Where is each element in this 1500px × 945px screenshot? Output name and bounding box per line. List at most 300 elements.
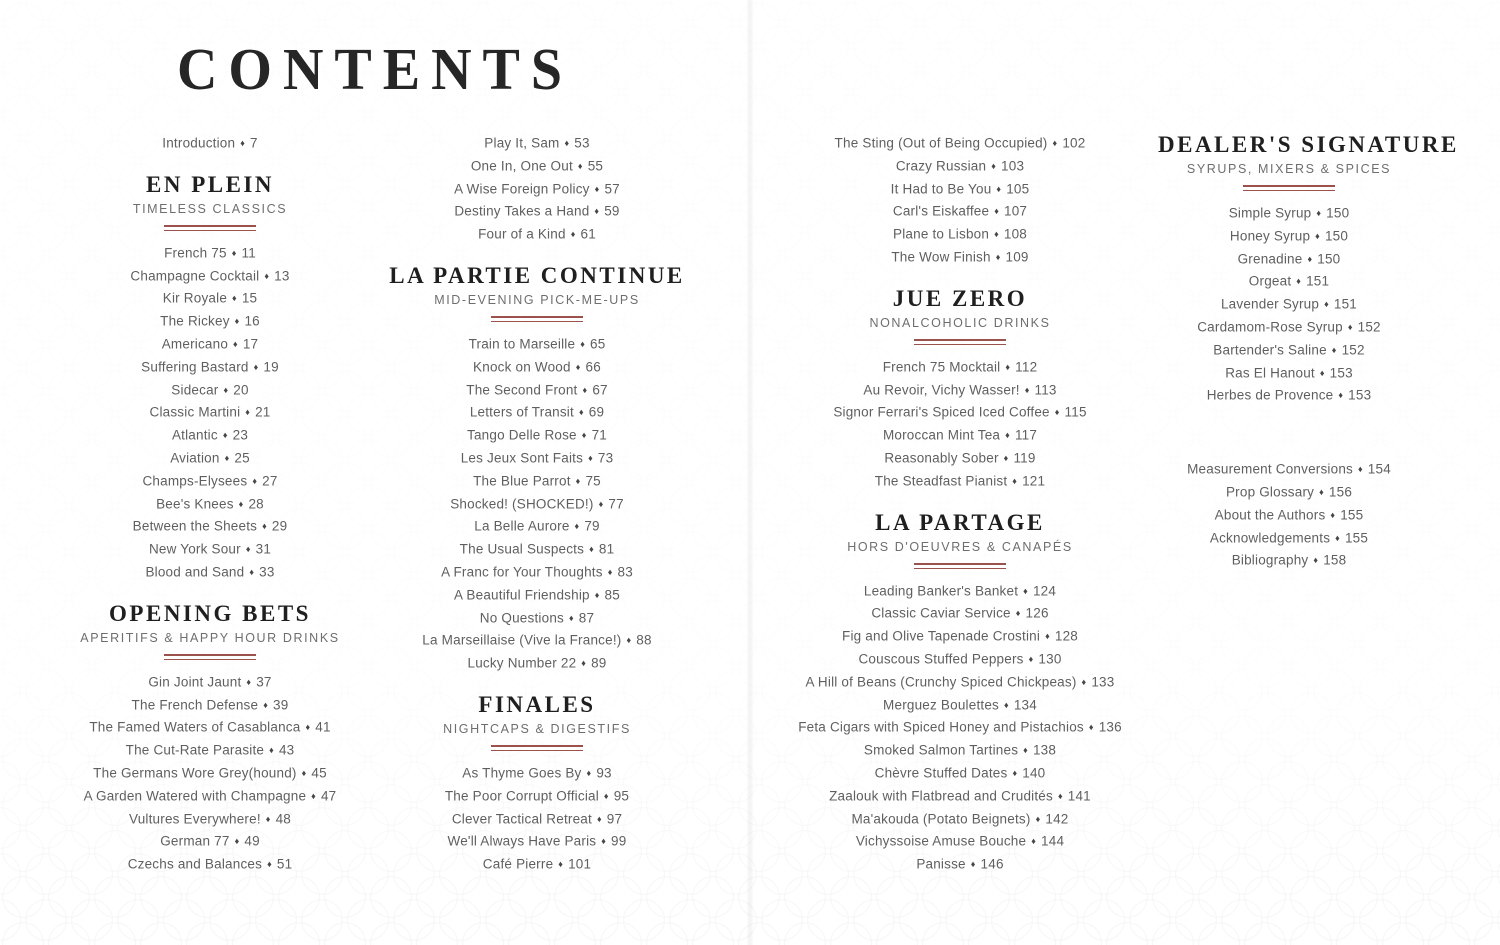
toc-entry: [377, 155, 697, 178]
toc-section: [790, 510, 1130, 876]
section-subheading: APERITIFS & HAPPY HOUR DRINKS: [80, 630, 340, 645]
entry-page-number: 7: [250, 135, 258, 151]
entry-page-number: 138: [1032, 742, 1057, 758]
toc-entry: [377, 853, 697, 876]
diamond-separator-icon: ♦: [594, 206, 600, 217]
toc-section: [790, 286, 1130, 493]
toc-entry: [50, 333, 370, 356]
diamond-separator-icon: ♦: [1330, 509, 1336, 520]
entry-page-number: 126: [1025, 605, 1049, 621]
toc-entry: [377, 538, 697, 561]
diamond-separator-icon: ♦: [575, 361, 581, 372]
diamond-separator-icon: ♦: [233, 338, 238, 349]
entry-name: Measurement Conversions: [1187, 461, 1353, 477]
entry-name: Au Revoir, Vichy Wasser!: [863, 382, 1020, 398]
toc-section: [377, 692, 697, 876]
toc-entry: [790, 178, 1130, 201]
entry-page-number: 57: [604, 181, 620, 197]
toc-entry: [50, 379, 370, 402]
entry-page-number: 117: [1014, 427, 1038, 443]
diamond-separator-icon: ♦: [231, 247, 237, 258]
entry-page-number: 61: [580, 226, 596, 242]
entry-name: La Marseillaise (Vive la France!): [422, 632, 622, 648]
entry-name: Carl's Eiskaffee: [892, 203, 990, 219]
section-divider-rule: [491, 745, 583, 751]
diamond-separator-icon: ♦: [264, 270, 270, 281]
entry-page-number: 85: [604, 587, 620, 603]
entry-page-number: 101: [568, 856, 592, 872]
entry-name: A Franc for Your Thoughts: [441, 564, 603, 580]
toc-entry: [790, 853, 1130, 876]
section-divider-rule: [164, 225, 256, 231]
toc-entry: [790, 694, 1130, 717]
toc-entry: [790, 356, 1130, 379]
toc-section: [1158, 458, 1420, 572]
entry-name: A Beautiful Friendship: [454, 587, 590, 603]
entry-page-number: 113: [1034, 382, 1057, 398]
toc-entry: [50, 132, 370, 155]
toc-entry: [1158, 362, 1420, 385]
diamond-separator-icon: ♦: [1004, 699, 1009, 710]
entry-page-number: 79: [584, 518, 600, 534]
entry-name: The Germans Wore Grey(hound): [93, 765, 297, 781]
diamond-separator-icon: ♦: [626, 635, 632, 646]
diamond-separator-icon: ♦: [245, 407, 251, 418]
diamond-separator-icon: ♦: [995, 251, 1001, 262]
toc-entry: [50, 242, 370, 265]
toc-entry: [790, 200, 1130, 223]
entry-name: Honey Syrup: [1229, 228, 1311, 244]
entry-name: Acknowledgements: [1209, 530, 1331, 546]
entry-name: Vichyssoise Amuse Bouche: [855, 833, 1027, 849]
entry-page-number: 48: [275, 811, 292, 827]
entry-page-number: 49: [244, 833, 260, 849]
entry-page-number: 95: [613, 788, 630, 804]
section-divider-rule: [1243, 185, 1335, 191]
diamond-separator-icon: ♦: [1012, 475, 1018, 486]
entry-page-number: 11: [241, 245, 256, 261]
toc-entry: [377, 178, 697, 201]
diamond-separator-icon: ♦: [580, 338, 585, 349]
toc-section: [790, 132, 1130, 269]
section-divider-rule: [491, 316, 583, 322]
entry-name: Bee's Knees: [156, 496, 234, 512]
diamond-separator-icon: ♦: [575, 475, 581, 486]
entry-name: The Usual Suspects: [459, 541, 585, 557]
entry-page-number: 136: [1098, 719, 1122, 735]
toc-entry: [50, 265, 370, 288]
entry-page-number: 142: [1045, 811, 1069, 827]
diamond-separator-icon: ♦: [1324, 299, 1329, 310]
diamond-separator-icon: ♦: [570, 229, 576, 240]
diamond-separator-icon: ♦: [1015, 608, 1021, 619]
entry-page-number: 156: [1328, 484, 1353, 500]
entry-name: Café Pierre: [482, 856, 554, 872]
entry-name: Ma'akouda (Potato Beignets): [851, 811, 1031, 827]
entry-page-number: 13: [274, 268, 290, 284]
entry-page-number: 130: [1038, 651, 1062, 667]
toc-entry: [1158, 527, 1420, 550]
entry-page-number: 55: [587, 158, 604, 174]
diamond-separator-icon: ♦: [1024, 384, 1030, 395]
entry-page-number: 105: [1006, 181, 1030, 197]
entry-page-number: 128: [1054, 628, 1078, 644]
toc-entry: [50, 470, 370, 493]
diamond-separator-icon: ♦: [1316, 208, 1322, 218]
diamond-separator-icon: ♦: [1081, 676, 1087, 687]
entry-name: A Wise Foreign Policy: [454, 181, 590, 197]
entry-page-number: 115: [1064, 404, 1087, 420]
entry-name: Americano: [161, 336, 229, 352]
entry-name: Merguez Boulettes: [883, 697, 1000, 713]
entry-name: Champs-Elysees: [142, 473, 248, 489]
entry-name: Lavender Syrup: [1220, 296, 1320, 312]
entry-name: Herbes de Provence: [1206, 387, 1334, 403]
entry-name: Letters of Transit: [469, 404, 574, 420]
diamond-separator-icon: ♦: [582, 384, 588, 395]
toc-entry: [50, 739, 370, 762]
entry-name: Signor Ferrari's Spiced Iced Coffee: [833, 404, 1050, 420]
entry-name: New York Sour: [148, 541, 241, 557]
toc-entry: [377, 493, 697, 516]
entry-name: The Blue Parrot: [473, 473, 571, 489]
toc-entry: [377, 333, 697, 356]
entry-name: Bartender's Saline: [1213, 342, 1327, 358]
entry-page-number: 88: [636, 632, 652, 648]
toc-entry: [377, 652, 697, 675]
toc-entry: [50, 762, 370, 785]
toc-entry: [377, 762, 697, 785]
diamond-separator-icon: ♦: [586, 767, 592, 778]
entry-name: Shocked! (SHOCKED!): [450, 496, 594, 512]
toc-entry: [377, 356, 697, 379]
toc-entry: [50, 287, 370, 310]
toc-entry: [790, 246, 1130, 269]
entry-name: Blood and Sand: [145, 564, 245, 580]
entry-name: Feta Cigars with Spiced Honey and Pistachios: [798, 719, 1084, 735]
entry-name: Sidecar: [171, 382, 219, 398]
toc-entry: [790, 762, 1130, 785]
diamond-separator-icon: ♦: [1338, 390, 1344, 401]
toc-entry: [790, 132, 1130, 155]
toc-entry: [1158, 339, 1420, 362]
toc-entry: [377, 379, 697, 402]
entry-name: The French Defense: [131, 697, 259, 713]
toc-entry: [790, 424, 1130, 447]
entry-page-number: 146: [980, 856, 1004, 872]
entry-name: Clever Tactical Retreat: [451, 811, 592, 827]
entry-page-number: 27: [262, 473, 278, 489]
entry-page-number: 151: [1333, 296, 1358, 312]
toc-entry: [50, 671, 370, 694]
entry-page-number: 87: [578, 610, 595, 626]
toc-entry: [790, 739, 1130, 762]
diamond-separator-icon: ♦: [1012, 767, 1018, 778]
entry-page-number: 154: [1367, 461, 1391, 477]
toc-entry: [377, 808, 697, 831]
entry-page-number: 41: [315, 719, 331, 735]
section-heading: OPENING BETS: [109, 600, 311, 626]
toc-entry: [377, 607, 697, 630]
toc-entry: [1158, 202, 1420, 225]
entry-name: Orgeat: [1248, 273, 1292, 289]
section-heading: LA PARTAGE: [875, 509, 1045, 535]
entry-name: Les Jeux Sont Faits: [460, 450, 584, 466]
diamond-separator-icon: ♦: [1296, 276, 1302, 287]
entry-page-number: 103: [1001, 158, 1025, 174]
entry-page-number: 67: [592, 382, 608, 398]
diamond-separator-icon: ♦: [262, 521, 267, 532]
entry-page-number: 108: [1003, 226, 1027, 242]
entry-name: Classic Caviar Service: [871, 605, 1011, 621]
entry-name: French 75: [164, 245, 227, 261]
entry-page-number: 109: [1005, 249, 1029, 265]
diamond-separator-icon: ♦: [245, 544, 251, 555]
diamond-separator-icon: ♦: [991, 160, 997, 171]
entry-page-number: 81: [598, 541, 615, 557]
entry-page-number: 15: [241, 290, 258, 306]
toc-entry: [50, 853, 370, 876]
toc-entry: [790, 223, 1130, 246]
toc-entry: [50, 694, 370, 717]
section-divider-rule: [164, 654, 256, 660]
entry-name: Prop Glossary: [1225, 484, 1315, 500]
toc-entry: [790, 580, 1130, 603]
entry-page-number: 144: [1041, 833, 1065, 849]
diamond-separator-icon: ♦: [596, 813, 602, 824]
entry-name: About the Authors: [1214, 507, 1326, 523]
diamond-separator-icon: ♦: [1035, 813, 1041, 824]
toc-column-3: [790, 132, 1130, 876]
toc-column-1: [50, 132, 370, 876]
entry-name: The Second Front: [466, 382, 578, 398]
entry-page-number: 47: [320, 788, 337, 804]
entry-name: One In, One Out: [470, 158, 573, 174]
entry-name: We'll Always Have Paris: [447, 833, 597, 849]
entry-page-number: 158: [1323, 552, 1347, 568]
diamond-separator-icon: ♦: [564, 138, 570, 148]
entry-page-number: 107: [1004, 203, 1028, 219]
entry-page-number: 150: [1326, 205, 1350, 221]
entry-name: Knock on Wood: [473, 359, 571, 375]
entry-name: French 75 Mocktail: [882, 359, 1001, 375]
toc-entry: [790, 785, 1130, 808]
entry-name: Between the Sheets: [132, 518, 258, 534]
diamond-separator-icon: ♦: [234, 316, 240, 327]
entry-page-number: 93: [596, 765, 612, 781]
entry-page-number: 16: [244, 313, 260, 329]
diamond-separator-icon: ♦: [607, 566, 613, 577]
diamond-separator-icon: ♦: [558, 859, 564, 870]
entry-name: The Poor Corrupt Official: [444, 788, 599, 804]
toc-entry: [377, 470, 697, 493]
entry-name: Atlantic: [171, 427, 218, 443]
diamond-separator-icon: ♦: [305, 722, 311, 733]
entry-name: Champagne Cocktail: [130, 268, 260, 284]
entry-page-number: 69: [588, 404, 605, 420]
diamond-separator-icon: ♦: [246, 676, 252, 687]
diamond-separator-icon: ♦: [970, 859, 976, 870]
entry-name: The Famed Waters of Casablanca: [89, 719, 301, 735]
entry-name: Plane to Lisbon: [893, 226, 990, 242]
entry-page-number: 150: [1324, 228, 1349, 244]
toc-entry: [1158, 481, 1420, 504]
toc-entry: [377, 830, 697, 853]
entry-page-number: 59: [604, 203, 620, 219]
entry-name: The Steadfast Pianist: [874, 473, 1008, 489]
diamond-separator-icon: ♦: [581, 658, 587, 669]
entry-name: Moroccan Mint Tea: [882, 427, 1001, 443]
entry-page-number: 133: [1091, 674, 1115, 690]
page-title: CONTENTS: [176, 37, 574, 103]
diamond-separator-icon: ♦: [1319, 486, 1324, 497]
toc-column-4: [1158, 132, 1459, 572]
entry-page-number: 89: [591, 655, 607, 671]
entry-name: Classic Martini: [149, 404, 241, 420]
toc-entry: [377, 629, 697, 652]
toc-entry: [1158, 504, 1420, 527]
entry-page-number: 99: [611, 833, 627, 849]
diamond-separator-icon: ♦: [994, 229, 999, 240]
toc-entry: [1158, 248, 1420, 271]
entry-page-number: 153: [1348, 387, 1372, 403]
diamond-separator-icon: ♦: [238, 498, 244, 509]
entry-name: Czechs and Balances: [127, 856, 263, 872]
toc-section: [50, 601, 370, 876]
toc-entry: [377, 584, 697, 607]
section-heading: LA PARTIE CONTINUE: [389, 262, 685, 288]
entry-page-number: 153: [1329, 365, 1353, 381]
entry-name: Leading Banker's Banket: [863, 583, 1019, 599]
entry-page-number: 23: [232, 427, 249, 443]
section-heading: DEALER'S SIGNATURE: [1158, 132, 1459, 157]
entry-name: Kir Royale: [162, 290, 228, 306]
entry-page-number: 29: [271, 518, 288, 534]
toc-entry: [50, 447, 370, 470]
page-gutter: [746, 0, 754, 945]
entry-page-number: 17: [242, 336, 259, 352]
entry-page-number: 25: [234, 450, 250, 466]
diamond-separator-icon: ♦: [1023, 745, 1028, 756]
toc-entry: [377, 785, 697, 808]
diamond-separator-icon: ♦: [1358, 464, 1363, 475]
diamond-separator-icon: ♦: [1005, 430, 1010, 441]
toc-entry: [377, 200, 697, 223]
toc-entry: [377, 561, 697, 584]
entry-page-number: 155: [1340, 507, 1364, 523]
toc-entry: [790, 671, 1130, 694]
toc-entry: [50, 785, 370, 808]
entry-page-number: 73: [597, 450, 614, 466]
toc-column-2: [377, 132, 697, 876]
entry-name: Destiny Takes a Hand: [454, 203, 590, 219]
diamond-separator-icon: ♦: [253, 361, 259, 372]
section-heading: EN PLEIN: [146, 171, 274, 197]
diamond-separator-icon: ♦: [1315, 230, 1320, 241]
toc-section: [1158, 132, 1459, 407]
toc-entry: [377, 515, 697, 538]
entry-name: Smoked Salmon Tartines: [863, 742, 1019, 758]
entry-name: Play It, Sam: [484, 135, 560, 151]
diamond-separator-icon: ♦: [574, 521, 580, 532]
entry-page-number: 152: [1341, 342, 1365, 358]
diamond-separator-icon: ♦: [222, 430, 228, 441]
entry-name: Aviation: [170, 450, 220, 466]
diamond-separator-icon: ♦: [1028, 653, 1034, 664]
diamond-separator-icon: ♦: [1331, 344, 1337, 355]
diamond-separator-icon: ♦: [1088, 722, 1094, 733]
section-divider-rule: [914, 563, 1006, 569]
toc-entry: [50, 716, 370, 739]
entry-name: As Thyme Goes By: [462, 765, 582, 781]
diamond-separator-icon: ♦: [1313, 555, 1319, 566]
toc-entry: [50, 808, 370, 831]
diamond-separator-icon: ♦: [594, 589, 600, 600]
entry-page-number: 21: [255, 404, 271, 420]
toc-section: [377, 132, 697, 246]
entry-page-number: 124: [1032, 583, 1057, 599]
entry-page-number: 102: [1062, 135, 1086, 151]
diamond-separator-icon: ♦: [589, 544, 594, 555]
entry-page-number: 134: [1013, 697, 1037, 713]
entry-name: Zaalouk with Flatbread and Crudités: [829, 788, 1053, 804]
entry-name: Lucky Number 22: [467, 655, 577, 671]
diamond-separator-icon: ♦: [249, 566, 255, 577]
diamond-separator-icon: ♦: [223, 384, 229, 395]
entry-page-number: 53: [574, 135, 590, 151]
entry-page-number: 151: [1306, 273, 1330, 289]
diamond-separator-icon: ♦: [232, 293, 237, 304]
diamond-separator-icon: ♦: [996, 183, 1002, 194]
entry-page-number: 75: [585, 473, 601, 489]
entry-name: A Hill of Beans (Crunchy Spiced Chickpeas): [805, 674, 1077, 690]
diamond-separator-icon: ♦: [265, 813, 271, 824]
entry-name: A Garden Watered with Champagne: [83, 788, 307, 804]
entry-name: Tango Delle Rose: [467, 427, 577, 443]
toc-entry: [790, 830, 1130, 853]
entry-page-number: 51: [276, 856, 293, 872]
entry-page-number: 77: [608, 496, 624, 512]
section-subheading: MID-EVENING PICK-ME-UPS: [434, 292, 640, 307]
entry-name: Grenadine: [1237, 251, 1303, 267]
entry-page-number: 39: [273, 697, 289, 713]
entry-page-number: 119: [1013, 450, 1036, 466]
entry-page-number: 66: [585, 359, 601, 375]
toc-entry: [50, 424, 370, 447]
entry-name: Simple Syrup: [1228, 205, 1312, 221]
entry-name: The Rickey: [160, 313, 230, 329]
entry-name: Bibliography: [1231, 552, 1309, 568]
entry-name: It Had to Be You: [890, 181, 992, 197]
diamond-separator-icon: ♦: [224, 452, 230, 463]
diamond-separator-icon: ♦: [568, 612, 574, 623]
entry-page-number: 45: [311, 765, 327, 781]
entry-name: Ras El Hanout: [1225, 365, 1315, 381]
toc-entry: [377, 447, 697, 470]
diamond-separator-icon: ♦: [1005, 361, 1011, 372]
diamond-separator-icon: ♦: [1023, 585, 1028, 596]
diamond-separator-icon: ♦: [598, 498, 604, 509]
section-subheading: TIMELESS CLASSICS: [132, 201, 288, 216]
entry-page-number: 121: [1022, 473, 1046, 489]
toc-entry: [377, 401, 697, 424]
entry-page-number: 141: [1067, 788, 1091, 804]
entry-page-number: 20: [233, 382, 249, 398]
diamond-separator-icon: ♦: [1003, 452, 1009, 463]
section-heading: JUE ZERO: [892, 285, 1028, 311]
diamond-separator-icon: ♦: [603, 790, 609, 801]
entry-page-number: 112: [1015, 359, 1038, 375]
